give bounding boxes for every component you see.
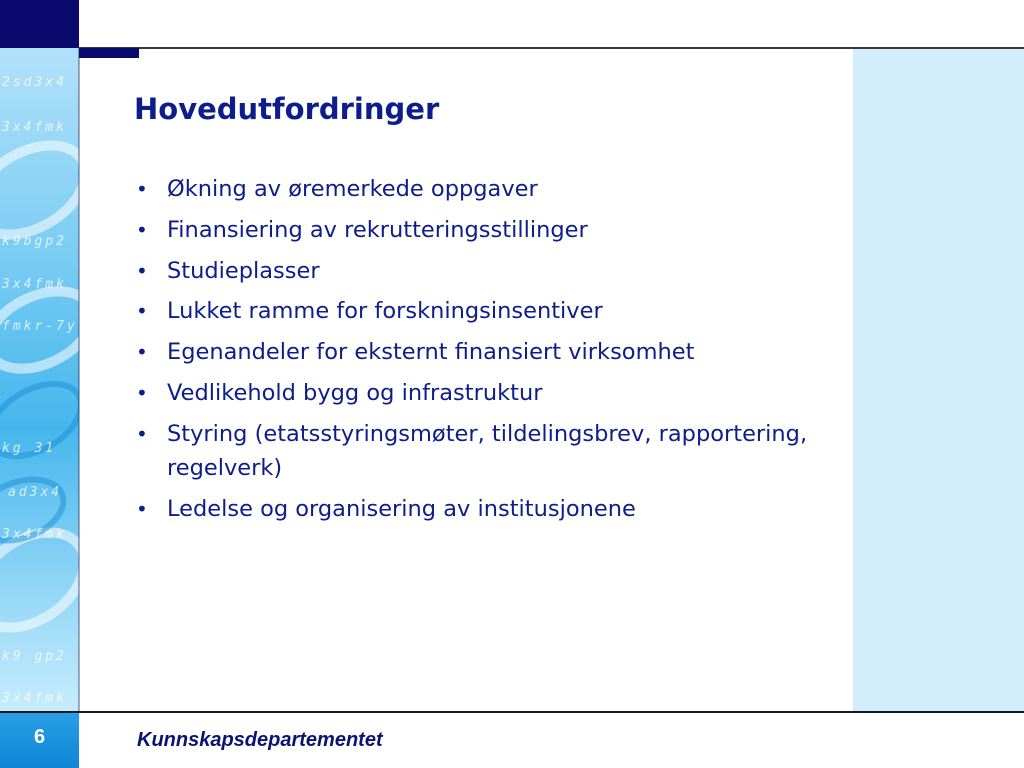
bullet-dot: • [136,217,148,242]
bullet-item [134,376,844,410]
bullet-item [134,294,844,328]
band-glyph: 3x4fmk [2,120,67,135]
bullet-text: Lukket ramme for forskningsinsentiver [167,298,603,325]
band-glyph: fmkr-7y [2,319,78,334]
band-glyph: kg 31 [2,441,57,456]
bullet-item [134,417,844,485]
bullet-text: Egenandeler for eksternt finansiert virksomhet [167,339,695,366]
band-glyph: 3x4fmk [2,527,67,542]
page-number: 6 [33,726,46,748]
organization-name: Kunnskapsdepartementet [137,729,383,751]
navy-accent-tab [79,48,139,58]
bullet-dot: • [136,177,148,201]
band-glyph: k9bgp2 [2,234,67,249]
bullet-dot: • [136,340,148,365]
bullet-dot: • [136,496,148,521]
band-glyph: 3x4fmk [2,277,67,292]
right-side-panel [853,49,1024,711]
band-pattern-art [0,0,79,712]
bullet-text: Finansiering av rekrutteringsstillinger [167,216,588,243]
bullet-text: Vedlikehold bygg og infrastruktur [167,379,543,406]
bullet-text: Styring (etatsstyringsmøter, tildelingsbrev, rapportering, regelverk) [167,420,808,481]
bullet-text: Økning av øremerkede oppgaver [167,176,538,202]
bullet-item [134,172,844,206]
bullet-item [134,213,844,247]
bullet-item [134,335,844,369]
bullet-dot: • [136,299,148,324]
band-glyph: ad3x4 [8,485,63,500]
band-glyph: k9 gp2 [2,649,67,664]
bullet-dot: • [136,258,148,283]
slide-title: Hovedutfordringer [134,92,440,126]
band-glyph: 2sd3x4 [2,75,67,90]
bullet-text: Studieplasser [167,257,320,284]
bullet-text: Ledelse og organisering av institusjonene [167,495,636,522]
bullet-dot: • [136,421,148,446]
navy-corner-block [0,0,79,48]
band-glyph: 3x4fmk [2,691,67,706]
bullet-list [134,172,844,532]
bullet-item [134,492,844,526]
left-edge-line [78,48,80,712]
decorative-side-band [0,0,79,712]
bullet-dot: • [136,380,148,405]
bullet-item [134,254,844,288]
